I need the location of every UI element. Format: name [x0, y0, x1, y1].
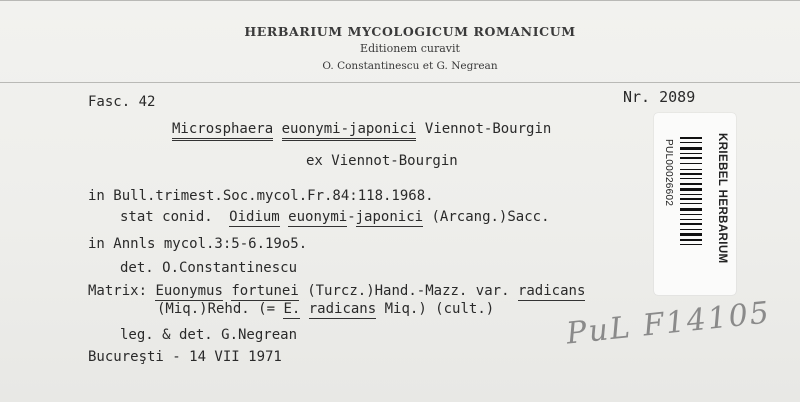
herbarium-name: KRIEBEL HERBARIUM	[716, 133, 728, 264]
collector: leg. & det. G.Negrean	[120, 327, 298, 343]
reference-2: in Annls mycol.3:5-6.19o5.	[88, 236, 308, 252]
matrix-synonym-prefix: (Miq.)Rehd. (=	[157, 301, 284, 317]
determiner-1: det. O.Constantinescu	[120, 260, 298, 276]
barcode-icon	[680, 137, 702, 269]
matrix-label: Matrix:	[88, 283, 148, 299]
matrix-line-2	[157, 301, 494, 317]
matrix-epithet: fortunei	[231, 283, 299, 299]
matrix-line-1	[88, 283, 585, 299]
matrix-synonym-suffix: Miq.) (cult.)	[376, 301, 495, 317]
stat-genus: Oidium	[229, 209, 280, 225]
matrix-author: (Turcz.)Hand.-Mazz. var.	[307, 283, 510, 299]
fascicle-number: Fasc. 42	[88, 94, 156, 110]
ex-author: ex Viennot-Bourgin	[306, 153, 458, 169]
header-title: HERBARIUM MYCOLOGICUM ROMANICUM	[244, 24, 576, 39]
stat-prefix: stat conid.	[120, 209, 213, 225]
species-author: Viennot-Bourgin	[424, 121, 552, 137]
handwritten-accession: PuL F14105	[564, 295, 773, 352]
matrix-var: radicans	[517, 283, 586, 299]
matrix-genus: Euonymus	[155, 283, 223, 299]
exsiccata-number: Nr. 2089	[623, 88, 696, 106]
locality-date: Bucureşti - 14 VII 1971	[88, 349, 282, 365]
species-genus: Microsphaera	[172, 121, 273, 141]
species-name	[172, 121, 551, 137]
matrix-synonym-epithet: radicans	[308, 301, 377, 317]
reference-1: in Bull.trimest.Soc.mycol.Fr.84:118.1968.	[88, 188, 434, 204]
barcode-number: PUL00026602	[663, 139, 674, 207]
header-subtitle: Editionem curavit	[360, 42, 460, 55]
header-editors: O. Constantinescu et G. Negrean	[322, 60, 498, 72]
stat-author: (Arcang.)Sacc.	[431, 209, 550, 225]
species-epithet: euonymi-japonici	[282, 121, 417, 141]
stat-hyphen: -	[347, 209, 356, 225]
stat-epithet-1: euonymi	[288, 209, 348, 225]
stat-conid-line	[120, 209, 550, 225]
stat-epithet-2: japonici	[355, 209, 424, 225]
matrix-synonym-genus: E.	[283, 301, 301, 317]
barcode-label	[654, 113, 736, 295]
